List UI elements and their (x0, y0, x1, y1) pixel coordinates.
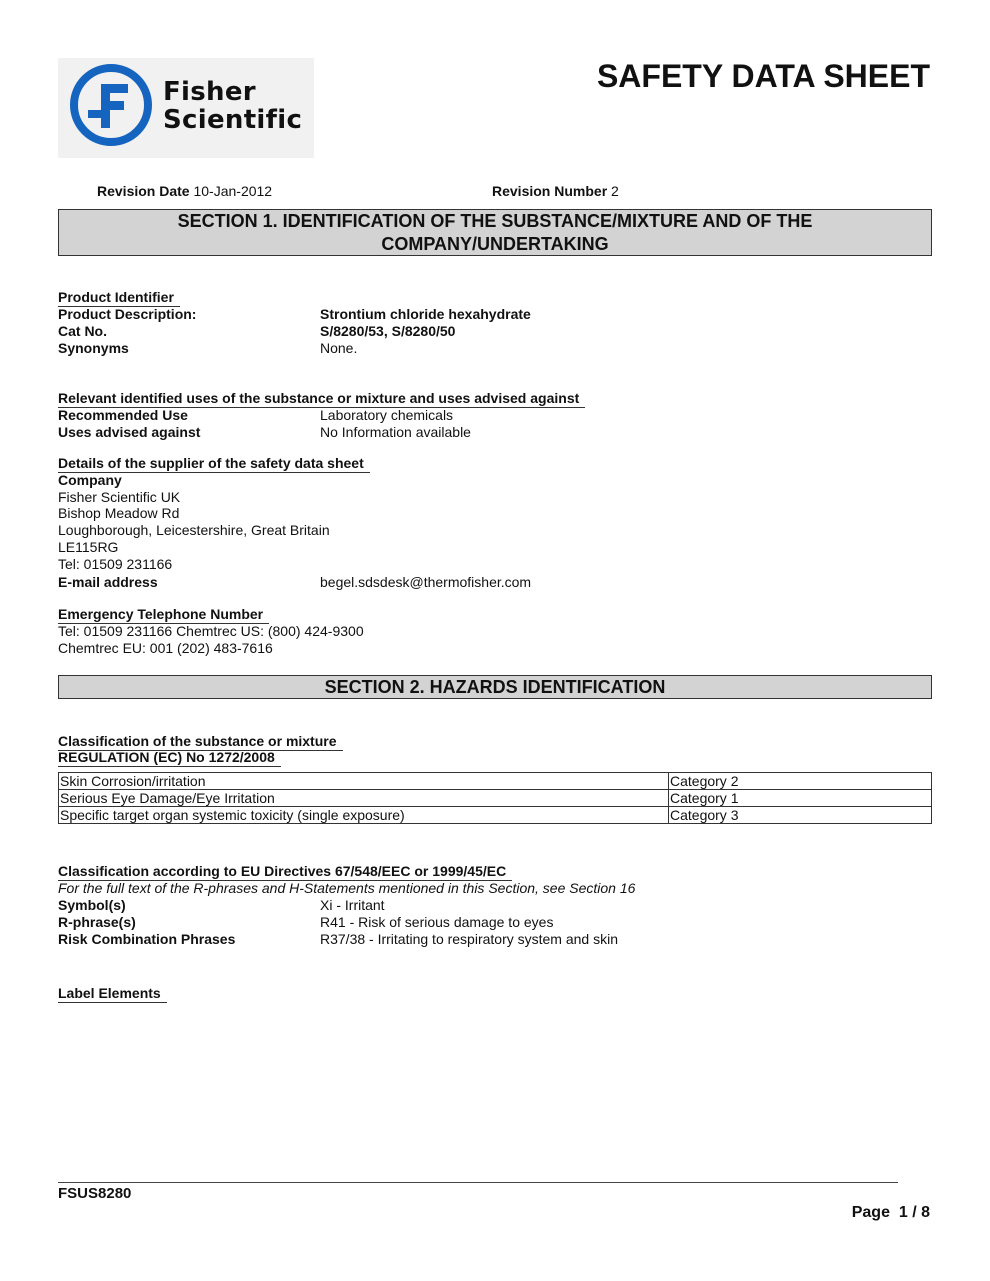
category-cell: Category 2 (669, 773, 932, 790)
recommended-use-label: Recommended Use (58, 407, 188, 423)
label-elements-heading: Label Elements (58, 985, 167, 1003)
company-line: Fisher Scientific UK (58, 489, 181, 505)
revision-number-value: 2 (611, 183, 619, 199)
emergency-line: Tel: 01509 231166 Chemtrec US: (800) 424-9300 (58, 623, 364, 639)
r-phrases-value: R41 - Risk of serious damage to eyes (320, 914, 554, 930)
emergency-heading: Emergency Telephone Number (58, 606, 269, 624)
fisher-logo-icon (68, 62, 154, 148)
table-row (59, 773, 932, 790)
cat-no-label: Cat No. (58, 323, 107, 339)
full-text-note: For the full text of the R-phrases and H-Statements mentioned in this Section, see Section 16 (58, 880, 636, 896)
synonyms-value: None. (320, 340, 358, 356)
company-line: Bishop Meadow Rd (58, 505, 180, 521)
document-title: SAFETY DATA SHEET (596, 58, 930, 94)
eu-directives-heading: Classification according to EU Directives 67/548/EEC or 1999/45/EC (58, 863, 512, 881)
classification-heading: Classification of the substance or mixture (58, 733, 343, 751)
supplier-heading: Details of the supplier of the safety data sheet (58, 455, 370, 473)
symbols-label: Symbol(s) (58, 897, 126, 913)
product-identifier-heading: Product Identifier (58, 289, 180, 307)
revision-number-label: Revision Number (492, 183, 608, 199)
email-value[interactable]: begel.sdsdesk@thermofisher.com (320, 574, 532, 590)
revision-date (97, 183, 272, 199)
revision-date-label: Revision Date (97, 183, 190, 199)
cat-no-row (58, 323, 858, 340)
email-row (58, 574, 858, 591)
risk-combination-row (58, 931, 858, 948)
revision-date-value: 10-Jan-2012 (193, 183, 273, 199)
logo-line-1: Fisher (163, 77, 256, 107)
section-2-title: SECTION 2. HAZARDS IDENTIFICATION (324, 677, 666, 697)
r-phrases-label: R-phrase(s) (58, 914, 136, 930)
product-description-label: Product Description: (58, 306, 197, 322)
emergency-line: Chemtrec EU: 001 (202) 483-7616 (58, 640, 273, 656)
logo-text (163, 78, 302, 134)
hazard-cell: Serious Eye Damage/Eye Irritation (59, 790, 669, 807)
recommended-use-value: Laboratory chemicals (320, 407, 454, 423)
company-line: Tel: 01509 231166 (58, 556, 173, 572)
table-row (59, 807, 932, 824)
risk-combination-value: R37/38 - Irritating to respiratory system and skin (320, 931, 619, 947)
section-1-title-line-2: COMPANY/UNDERTAKING (381, 234, 609, 254)
company-label: Company (58, 472, 122, 488)
hazard-cell: Specific target organ systemic toxicity (single exposure) (59, 807, 669, 824)
recommended-use-row (58, 407, 858, 424)
logo-line-2: Scientific (163, 105, 303, 135)
category-cell: Category 1 (669, 790, 932, 807)
page-label: Page (851, 1204, 890, 1221)
cat-no-value: S/8280/53, S/8280/50 (320, 323, 456, 339)
section-1-header (58, 209, 932, 256)
section-2-header (58, 675, 932, 699)
company-line: Loughborough, Leicestershire, Great Britain (58, 522, 330, 538)
uses-advised-against-value: No Information available (320, 424, 471, 440)
page-number (852, 1204, 930, 1222)
symbols-value: Xi - Irritant (320, 897, 385, 913)
category-cell: Category 3 (669, 807, 932, 824)
uses-advised-against-row (58, 424, 858, 441)
r-phrases-row (58, 914, 858, 931)
company-line: LE115RG (58, 539, 119, 555)
synonyms-row (58, 340, 858, 357)
risk-combination-label: Risk Combination Phrases (58, 931, 236, 947)
regulation-heading: REGULATION (EC) No 1272/2008 (58, 749, 281, 767)
section-1-title-line-1: SECTION 1. IDENTIFICATION OF THE SUBSTANCE/MIXTURE AND OF THE (177, 211, 813, 231)
email-label: E-mail address (58, 574, 158, 590)
hazard-cell: Skin Corrosion/irritation (59, 773, 669, 790)
revision-number (492, 183, 619, 199)
footer-divider (58, 1182, 898, 1183)
product-description-row (58, 306, 858, 323)
footer-code: FSUS8280 (58, 1185, 132, 1202)
product-description-value: Strontium chloride hexahydrate (320, 306, 531, 322)
uses-advised-against-label: Uses advised against (58, 424, 201, 440)
symbols-row (58, 897, 858, 914)
table-row (59, 790, 932, 807)
synonyms-label: Synonyms (58, 340, 129, 356)
uses-heading: Relevant identified uses of the substance or mixture and uses advised against (58, 390, 585, 408)
page-number-value: 1 / 8 (898, 1204, 930, 1221)
classification-table (58, 772, 932, 824)
